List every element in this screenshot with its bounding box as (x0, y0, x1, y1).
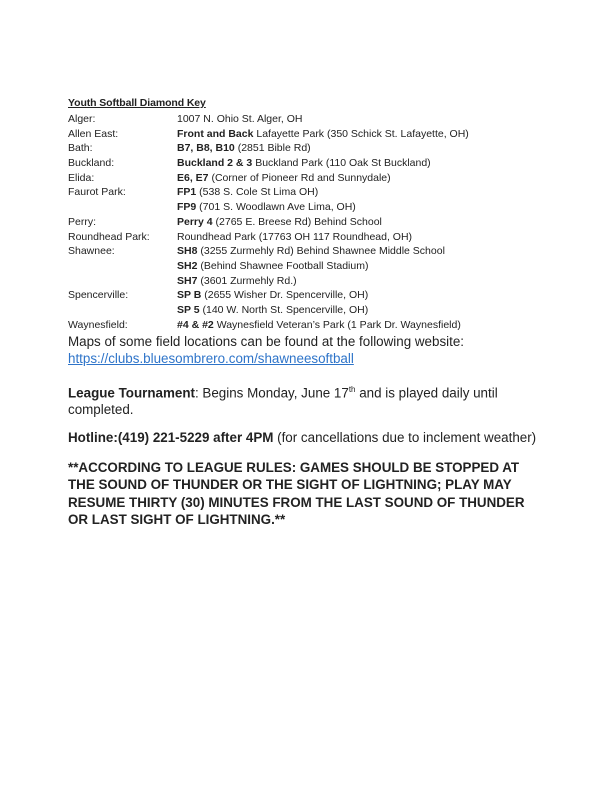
key-row-value (177, 244, 445, 259)
key-row-value (177, 127, 469, 142)
tournament-ordinal: th (348, 385, 356, 394)
key-row-value (177, 171, 391, 186)
key-row-value (177, 274, 297, 289)
field-address: Lafayette Park (350 Schick St. Lafayette, OH) (253, 127, 469, 140)
key-row-value (177, 185, 318, 200)
hotline-paragraph (68, 429, 548, 446)
field-code: Perry 4 (177, 215, 213, 228)
field-code: SP B (177, 289, 202, 302)
field-address: (538 S. Cole St Lima OH) (196, 186, 319, 199)
key-row-label: Allen East: (68, 127, 119, 140)
key-row-value (177, 303, 368, 318)
maps-paragraph (68, 333, 548, 367)
maps-website-link[interactable]: https://clubs.bluesombrero.com/shawneesoftball (68, 351, 354, 366)
key-row-value (177, 288, 368, 303)
field-code: Buckland 2 & 3 (177, 157, 253, 170)
maps-text: Maps of some field locations can be found at the following website: (68, 334, 464, 349)
key-row-value (177, 200, 356, 215)
key-row-value (177, 259, 368, 274)
field-code: SH7 (177, 274, 198, 287)
key-row-value (177, 318, 461, 333)
field-address: Waynesfield Veteran’s Park (1 Park Dr. Waynesfield) (213, 318, 461, 331)
key-row-label: Bath: (68, 142, 93, 155)
field-address: (701 S. Woodlawn Ave Lima, OH) (196, 201, 356, 214)
key-row-label: Elida: (68, 171, 95, 184)
key-row-value (177, 230, 412, 245)
field-address: (140 W. North St. Spencerville, OH) (199, 303, 369, 316)
field-code: E6, E7 (177, 171, 209, 184)
key-row-label: Faurot Park: (68, 186, 126, 199)
field-address: (2655 Wisher Dr. Spencerville, OH) (201, 289, 369, 302)
field-code: SH2 (177, 259, 198, 272)
key-row-value (177, 112, 302, 127)
key-row-label: Shawnee: (68, 245, 115, 258)
key-row-label: Alger: (68, 113, 96, 125)
field-address: (3601 Zurmehly Rd.) (197, 274, 297, 287)
key-row-label: Spencerville: (68, 289, 129, 302)
key-row-value (177, 141, 311, 156)
field-address: (Behind Shawnee Football Stadium) (197, 259, 369, 272)
key-row-label: Roundhead Park: (68, 230, 150, 243)
field-address: Roundhead Park (17763 OH 117 Roundhead, OH) (177, 230, 413, 243)
field-address: 1007 N. Ohio St. Alger, OH (177, 113, 303, 125)
field-address: (2851 Bible Rd) (234, 142, 311, 155)
key-row-label: Waynesfield: (68, 318, 128, 331)
field-address: Buckland Park (110 Oak St Buckland) (252, 157, 431, 170)
tournament-paragraph (68, 381, 548, 418)
diamond-key-title: Youth Softball Diamond Key (68, 97, 206, 109)
field-code: SP 5 (177, 303, 200, 316)
field-code: Front and Back (177, 127, 254, 140)
field-code: FP9 (177, 201, 197, 214)
hotline-note: (for cancellations due to inclement weather) (273, 430, 537, 445)
field-address: (2765 E. Breese Rd) Behind School (212, 215, 382, 228)
tournament-text-start: : Begins Monday, June 17 (194, 385, 349, 401)
key-row-value (177, 156, 431, 171)
field-code: SH8 (177, 245, 198, 258)
field-code: B7, B8, B10 (177, 142, 235, 155)
field-code: FP1 (177, 186, 197, 199)
tournament-text-end: and is played daily until completed. (68, 385, 498, 418)
key-row-label: Buckland: (68, 157, 115, 170)
key-row-label: Perry: (68, 215, 97, 228)
tournament-label: League Tournament (68, 385, 195, 401)
field-address: (3255 Zurmehly Rd) Behind Shawnee Middle School (197, 245, 445, 258)
key-row-value (177, 215, 382, 230)
field-address: (Corner of Pioneer Rd and Sunnydale) (208, 171, 391, 184)
lightning-warning: **ACCORDING TO LEAGUE RULES: GAMES SHOULD BE STOPPED AT THE SOUND OF THUNDER OR THE SIGHT OF LIGHTNING; PLAY MAY RESUME THIRTY (30) MINUTES FROM THE LAST SOUND OF THUNDER OR LAST SIGHT OF LIGHTNING.** (68, 460, 525, 527)
field-code: #4 & #2 (177, 318, 214, 331)
hotline-number: Hotline:(419) 221-5229 after 4PM (68, 430, 274, 445)
